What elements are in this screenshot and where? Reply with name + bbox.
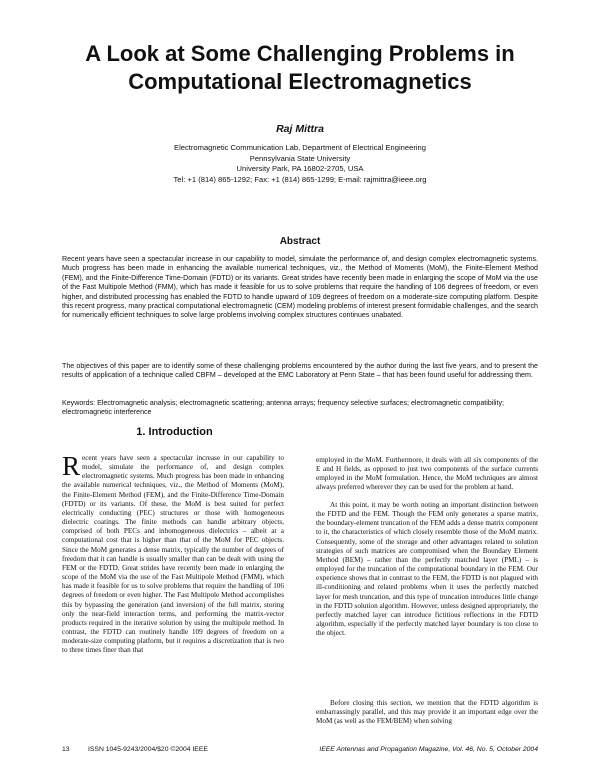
- intro-right-paragraph-1: employed in the MoM. Furthermore, it deals with all six components of the E and H fields, as opposed to just two components of the surface currents employed in the MoM formulation. Hence, the MoM techniques are almost always preferred wherever they can be used for the problem at hand.: [316, 456, 538, 492]
- keywords: Keywords: Electromagnetic analysis; electromagnetic scattering; antenna arrays; frequency selective surfaces; electromagnetic compatibility; electromagnetic interference: [62, 399, 504, 417]
- intro-right-paragraph-3: Before closing this section, we mention that the FDTD algorithm is embarrassingly parallel, and this may provide it an important edge over the MoM (as well as the FEM/BEM) when solving: [316, 699, 538, 726]
- intro-left-text: ecent years have seen a spectacular increase in our capability to model, simulate the performance of, and design complex electromagnetic systems. Much progress has been made in enhancing the available numerical techniques, viz., the Method of Moments (MoM), the Finite-Element Method (FEM), and the Finite-Difference Time-Domain (FDTD) or its variants. Of these, the MoM is best suited for perfect electrically conducting (PEC) structures or those with homogeneous dielectric coatings. The finite methods can handle arbitrary objects, comprised of both PECs and inhomogeneous dielectrics – albeit at a computational cost that is higher than that of the MoM for PEC objects. Since the MoM generates a dense matrix, typically the number of degrees of freedom that it can handle is usually smaller than can be dealt with using the FEM or the FDTD. Great strides have recently been made in enlarging the scope of the MoM via the use of the Fast Multipole Method (FMM), which has made it feasible for us to solve problems that require the handling of 106 degrees of freedom or even higher. The Fast Multipole Method accomplishes this by bypassing the generation (and inversion) of the full matrix, storing only the near-field interaction terms, and performing the matrix-vector products required in the iterative solution by using the multipole method. In contrast, the FDTD can routinely handle 109 degrees of freedom on a moderate-size computing platform, but it requires a discretization that is two to three times finer than that: [62, 454, 284, 655]
- footer-page-number: 13: [62, 746, 70, 753]
- affiliation-line: Pennsylvania State University: [249, 153, 351, 163]
- footer-issn: ISSN 1045-9243/2004/$20 ©2004 IEEE: [88, 746, 208, 753]
- abstract-paragraph-1: Recent years have seen a spectacular increase in our capability to model, simulate the performance of, and design complex electromagnetic systems. Much progress has been made in enhancing the available numerical techniques, viz., the Method of Moments (MoM), the Finite-Element Method (FEM), and the Finite-Difference Time-Domain (FDTD) or its variants. Great strides have recently been made in enlarging the scope of MoM via the use of the Fast Multipole Method (FMM), which has made it feasible for us to solve problems that require the handling of 106 degrees of freedom, or even higher, and distributed processing has enabled the FDTD to handle upward of 109 degrees of freedom on a moderate-size computing platform. Despite this recent progress, many practical computational electromagnetic (CEM) modeling problems of interest present formidable challenges, and the search for numerically efficient techniques to solve large problems involving complex structures continues unabated.: [62, 255, 538, 320]
- title-line-1: A Look at Some Challenging Problems in: [85, 41, 515, 66]
- affiliation-line: Tel: +1 (814) 865-1292; Fax: +1 (814) 865-1299; E-mail: rajmittra@ieee.org: [173, 174, 427, 184]
- abstract-heading: Abstract: [279, 236, 321, 247]
- affiliation-line: Electromagnetic Communication Lab, Department of Electrical Engineering: [174, 143, 426, 152]
- intro-left-column: [62, 451, 284, 655]
- affiliation-line: University Park, PA 16802-2705, USA: [236, 164, 364, 173]
- intro-right-paragraph-2: At this point, it may be worth noting an important distinction between the FDTD and the FEM. Though the FEM only generates a sparse matrix, the boundary-element truncation of the FEM adds a dense matrix component to it, the characteristics of which closely resemble those of the MoM matrix. Consequently, some of the storage and other advantages related to solution strategies of such matrices are compromised when the Boundary Element Method (BEM) – rather than the perfectly matched layer (PML) – is employed for the truncation of the computational boundary in the FEM. Our experience shows that in contrast to the FEM, the FDTD is not plagued with ill-conditioning and related problems when it uses the perfectly matched layer for mesh truncation, and this type of truncation introduces little change in the FDTD solution algorithm. However, unless designed appropriately, the perfectly matched layer can introduce fictitious reflections in the FDTD algorithm, especially if the perfectly matched layer boundary is too close to the object.: [316, 501, 539, 638]
- footer-journal: IEEE Antennas and Propagation Magazine, Vol. 46, No. 5, October 2004: [319, 746, 538, 753]
- drop-cap: R: [62, 451, 81, 481]
- abstract-paragraph-2: The objectives of this paper are to identify some of these challenging problems encountered by the author during the last five years, and to present the results of application of a technique called CBFM – developed at the EMC Laboratory at Penn State – that has been found useful for addressing them.: [62, 362, 538, 380]
- paper-title: [40, 40, 560, 96]
- section-heading-introduction: 1. Introduction: [136, 426, 213, 438]
- affiliation-block: [60, 143, 540, 185]
- title-line-2: Computational Electromagnetics: [128, 69, 472, 94]
- author-name: Raj Mittra: [276, 123, 324, 135]
